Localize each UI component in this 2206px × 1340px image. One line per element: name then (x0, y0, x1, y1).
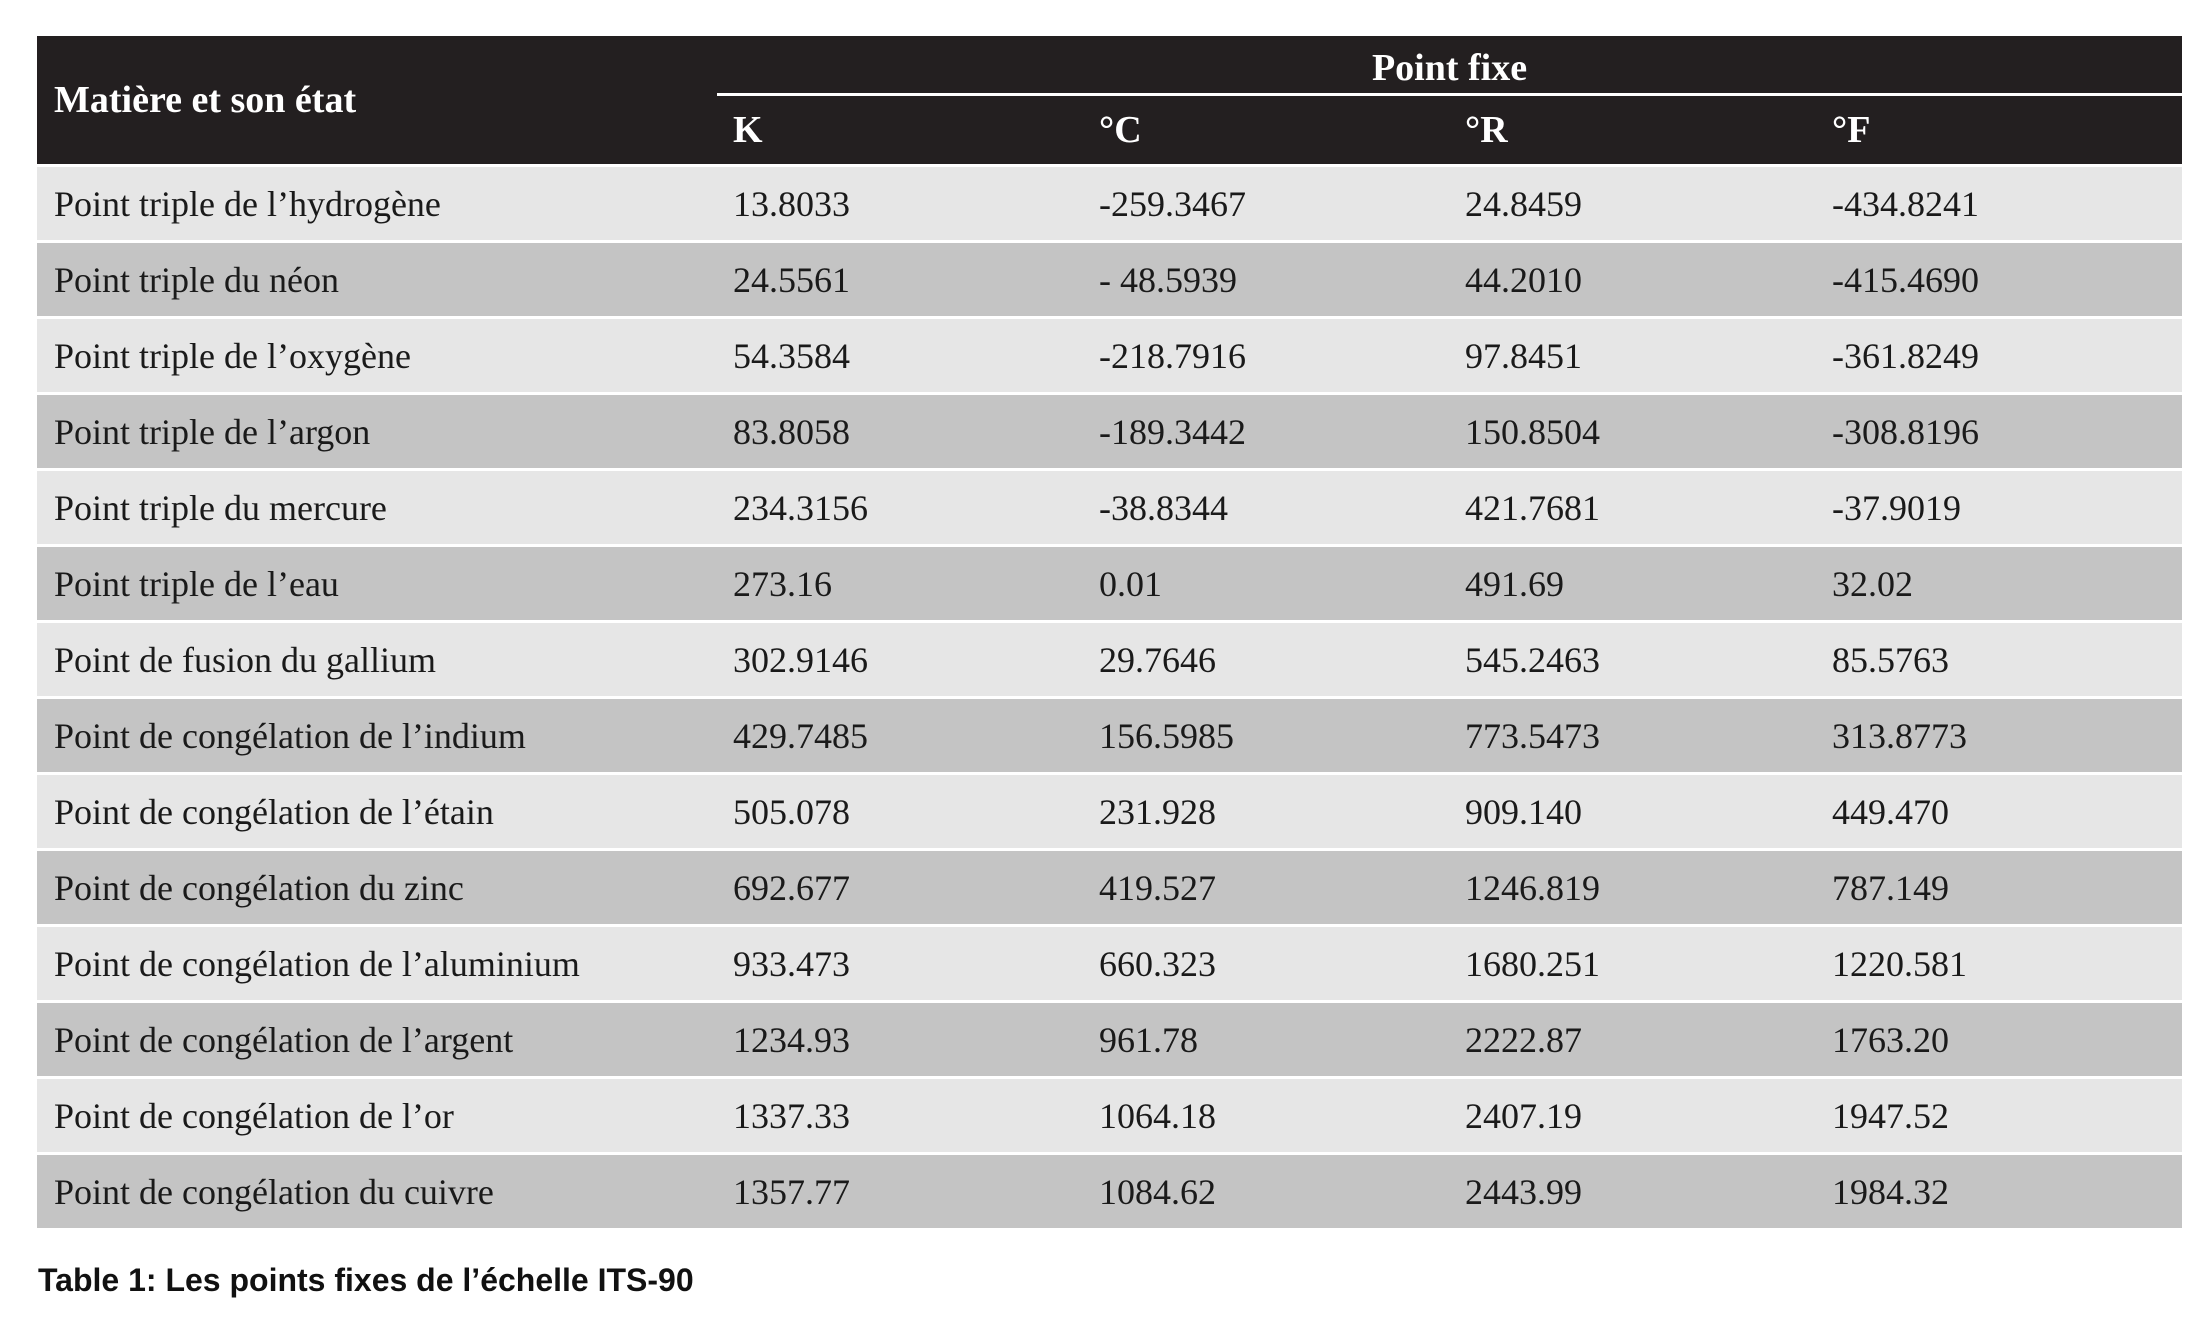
cell-rankine: 150.8504 (1449, 394, 1816, 470)
cell-rankine: 24.8459 (1449, 166, 1816, 242)
cell-substance: Point de congélation du zinc (37, 850, 717, 926)
table-row (37, 1002, 2182, 1078)
table-row (37, 470, 2182, 546)
cell-substance: Point de congélation du cuivre (37, 1154, 717, 1229)
cell-celsius: 1064.18 (1083, 1078, 1449, 1154)
cell-kelvin: 429.7485 (717, 698, 1083, 774)
cell-kelvin: 692.677 (717, 850, 1083, 926)
table-row (37, 850, 2182, 926)
cell-kelvin: 273.16 (717, 546, 1083, 622)
cell-substance: Point triple de l’oxygène (37, 318, 717, 394)
cell-rankine: 44.2010 (1449, 242, 1816, 318)
cell-rankine: 491.69 (1449, 546, 1816, 622)
header-unit-fahrenheit: °F (1816, 96, 2182, 166)
cell-rankine: 2222.87 (1449, 1002, 1816, 1078)
table-row (37, 242, 2182, 318)
cell-fahrenheit: 1984.32 (1816, 1154, 2182, 1229)
table-row (37, 774, 2182, 850)
cell-celsius: - 48.5939 (1083, 242, 1449, 318)
cell-substance: Point triple de l’eau (37, 546, 717, 622)
cell-fahrenheit: -415.4690 (1816, 242, 2182, 318)
cell-substance: Point triple de l’argon (37, 394, 717, 470)
cell-kelvin: 302.9146 (717, 622, 1083, 698)
cell-fahrenheit: -308.8196 (1816, 394, 2182, 470)
cell-celsius: 0.01 (1083, 546, 1449, 622)
cell-fahrenheit: 1947.52 (1816, 1078, 2182, 1154)
table-row (37, 546, 2182, 622)
header-point-fixe (717, 36, 2182, 96)
cell-kelvin: 234.3156 (717, 470, 1083, 546)
cell-celsius: 156.5985 (1083, 698, 1449, 774)
cell-fahrenheit: 1220.581 (1816, 926, 2182, 1002)
cell-kelvin: 933.473 (717, 926, 1083, 1002)
cell-celsius: -259.3467 (1083, 166, 1449, 242)
cell-celsius: 660.323 (1083, 926, 1449, 1002)
cell-celsius: -218.7916 (1083, 318, 1449, 394)
cell-kelvin: 1337.33 (717, 1078, 1083, 1154)
cell-celsius: -38.8344 (1083, 470, 1449, 546)
table-row (37, 1078, 2182, 1154)
cell-kelvin: 83.8058 (717, 394, 1083, 470)
table-row (37, 318, 2182, 394)
table-body (37, 166, 2182, 1229)
cell-substance: Point triple du mercure (37, 470, 717, 546)
table-header (37, 36, 2182, 166)
cell-celsius: 419.527 (1083, 850, 1449, 926)
cell-kelvin: 24.5561 (717, 242, 1083, 318)
cell-substance: Point de congélation de l’argent (37, 1002, 717, 1078)
cell-rankine: 2443.99 (1449, 1154, 1816, 1229)
table-row (37, 926, 2182, 1002)
cell-fahrenheit: 787.149 (1816, 850, 2182, 926)
fixed-points-table-wrapper (37, 36, 2182, 1228)
cell-substance: Point de fusion du gallium (37, 622, 717, 698)
cell-celsius: 231.928 (1083, 774, 1449, 850)
cell-rankine: 773.5473 (1449, 698, 1816, 774)
header-unit-rankine: °R (1449, 96, 1816, 166)
header-matiere: Matière et son état (37, 36, 717, 166)
cell-rankine: 545.2463 (1449, 622, 1816, 698)
table-row (37, 698, 2182, 774)
cell-substance: Point triple de l’hydrogène (37, 166, 717, 242)
cell-rankine: 909.140 (1449, 774, 1816, 850)
cell-fahrenheit: 313.8773 (1816, 698, 2182, 774)
cell-fahrenheit: 32.02 (1816, 546, 2182, 622)
table-row (37, 166, 2182, 242)
cell-kelvin: 505.078 (717, 774, 1083, 850)
header-point-fixe-label: Point fixe (1371, 47, 1528, 89)
table-caption: Table 1: Les points fixes de l’échelle ITS-90 (38, 1262, 694, 1298)
cell-celsius: -189.3442 (1083, 394, 1449, 470)
cell-substance: Point de congélation de l’indium (37, 698, 717, 774)
cell-fahrenheit: -361.8249 (1816, 318, 2182, 394)
cell-fahrenheit: 449.470 (1816, 774, 2182, 850)
cell-rankine: 421.7681 (1449, 470, 1816, 546)
cell-celsius: 961.78 (1083, 1002, 1449, 1078)
header-unit-k: K (717, 96, 1083, 166)
header-divider (717, 93, 2182, 96)
cell-rankine: 1246.819 (1449, 850, 1816, 926)
cell-fahrenheit: -434.8241 (1816, 166, 2182, 242)
cell-fahrenheit: 1763.20 (1816, 1002, 2182, 1078)
table-row (37, 394, 2182, 470)
cell-substance: Point de congélation de l’or (37, 1078, 717, 1154)
cell-rankine: 97.8451 (1449, 318, 1816, 394)
cell-rankine: 1680.251 (1449, 926, 1816, 1002)
cell-kelvin: 13.8033 (717, 166, 1083, 242)
cell-kelvin: 1234.93 (717, 1002, 1083, 1078)
fixed-points-table (37, 36, 2182, 1228)
header-unit-celsius: °C (1083, 96, 1449, 166)
cell-kelvin: 54.3584 (717, 318, 1083, 394)
cell-kelvin: 1357.77 (717, 1154, 1083, 1229)
cell-substance: Point triple du néon (37, 242, 717, 318)
cell-celsius: 29.7646 (1083, 622, 1449, 698)
cell-fahrenheit: -37.9019 (1816, 470, 2182, 546)
cell-fahrenheit: 85.5763 (1816, 622, 2182, 698)
table-row (37, 1154, 2182, 1229)
cell-rankine: 2407.19 (1449, 1078, 1816, 1154)
cell-substance: Point de congélation de l’aluminium (37, 926, 717, 1002)
cell-substance: Point de congélation de l’étain (37, 774, 717, 850)
cell-celsius: 1084.62 (1083, 1154, 1449, 1229)
table-row (37, 622, 2182, 698)
